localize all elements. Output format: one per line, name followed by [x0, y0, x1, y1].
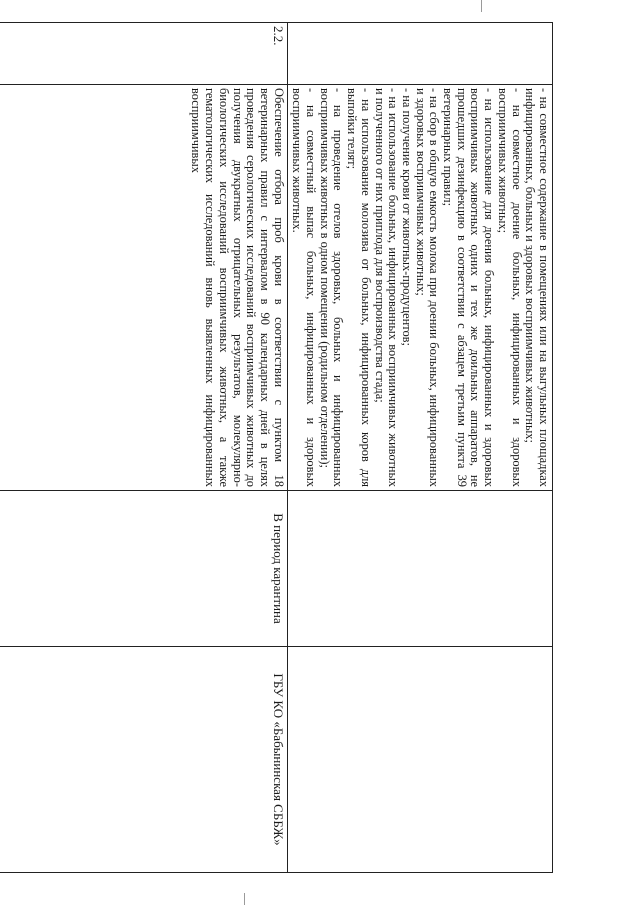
rotated-page	[40, 22, 553, 872]
row-number-cell	[287, 23, 552, 85]
list-item: - на получение крови от животных-продуцентов;	[399, 88, 414, 346]
list-item: - на совместный выпас больных, инфицированных и здоровых восприимчивых животных.	[290, 88, 319, 487]
list-item: - на сбор в общую емкость молока при доении больных, инфицированных и здоровых восприимчивых животных;	[413, 88, 442, 487]
executor-cell	[287, 647, 552, 873]
prohibitions-list	[287, 85, 552, 491]
list-item: - на проведение отелов здоровых, больных и инфицированных восприимчивых животных в одном помещении (родильном отделении);	[317, 88, 346, 487]
scan-mark-bottom	[244, 893, 245, 905]
row-number: 2.2.	[0, 23, 287, 85]
scan-mark-top	[481, 0, 482, 12]
executor-text: ГБУ КО «Бабынинская СББЖ»	[0, 647, 287, 873]
list-item: - на совместное содержание в помещениях или на выгульных площадках инфицированных, больных и здоровых восприимчивых животных;	[523, 88, 551, 487]
list-item: - на использование молозива от больных, инфицированных коров для выпойки телят;	[345, 88, 373, 487]
period-text: В период карантина	[0, 491, 287, 647]
measure-text: Обеспечение отбора проб крови в соответствии с пунктом 18 ветеринарных правил с интервалом в 90 календарных дней в целях проведения серологических исследований восприимчивых животных до получения двукратных отрицательных результатов, молекулярно-биологических исследований восприимчивых животных, а также гематологических исследований вновь выявленных инфицированных восприимчивых	[0, 85, 287, 491]
table-row-2-2	[0, 23, 287, 873]
table-row-prohibitions	[287, 23, 552, 873]
list-item: - на использование для доения больных, инфицированных и здоровых восприимчивых животных одних и тех же доильных аппаратов, не прошедших дезинфекцию в соответствии с абзацем третьим пункта 39 ветеринарных правил;	[441, 88, 497, 487]
list-item: - на использование больных, инфицированных восприимчивых животных и полученного от них приплода для воспроизводства стада;	[372, 88, 401, 487]
measures-table	[0, 22, 553, 873]
list-item: - на совместное доение больных, инфицированных и здоровых восприимчивых животных;	[495, 88, 524, 487]
period-cell	[287, 491, 552, 647]
